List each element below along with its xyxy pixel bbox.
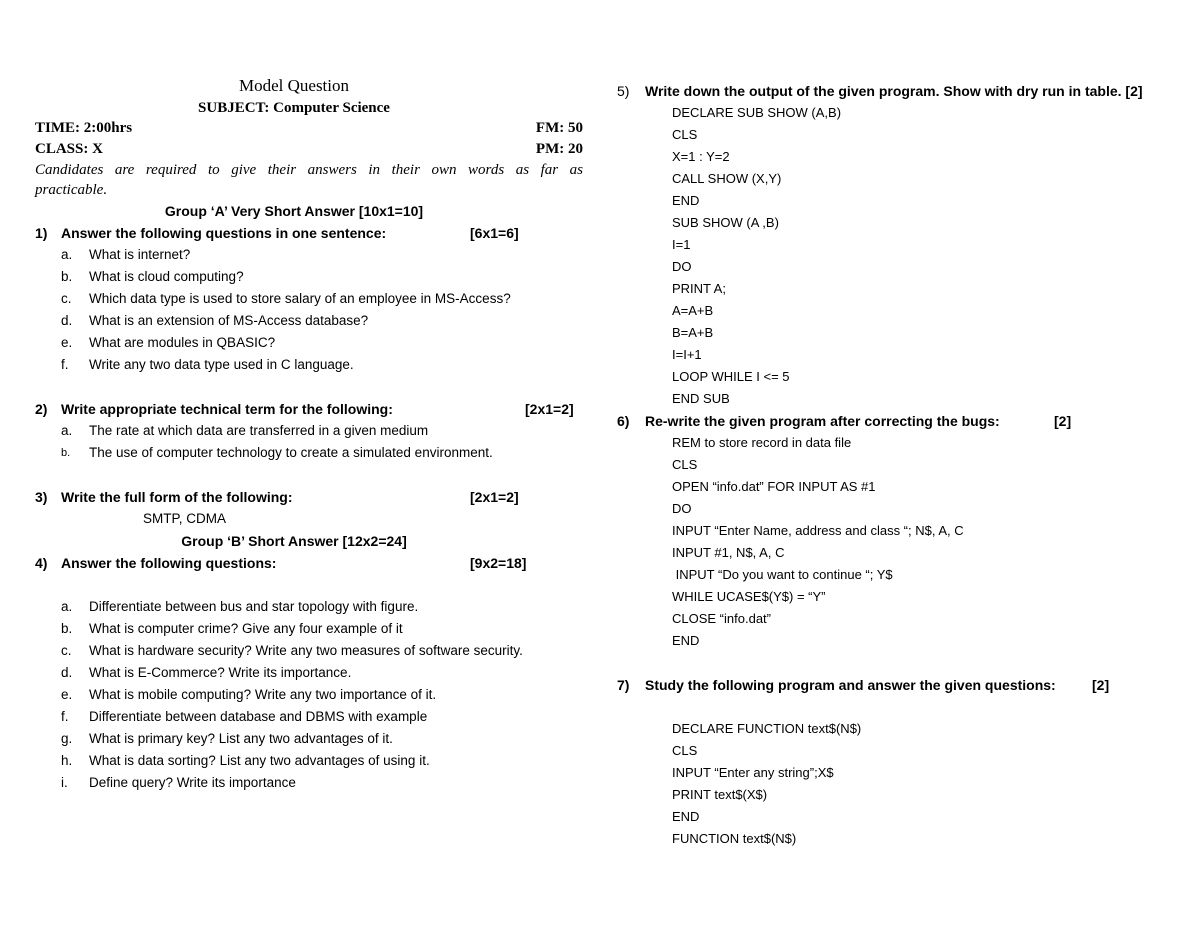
question-number: 1) [35, 225, 48, 241]
code-line: CLS [672, 743, 698, 758]
question-1 [35, 222, 583, 244]
code-line: CALL SHOW (X,Y) [672, 171, 782, 186]
list-item: b. The use of computer technology to create a simulated environment. [61, 445, 493, 460]
code-line: A=A+B [672, 303, 714, 318]
question-text: Answer the following questions: [61, 555, 277, 571]
code-line: DO [672, 259, 692, 274]
group-b-heading: Group ‘B’ Short Answer [12x2=24] [181, 533, 407, 549]
question-marks: [2x1=2] [525, 401, 574, 417]
code-line: END SUB [672, 391, 730, 406]
question-text: Write down the output of the given program. Show with dry run in table. [2] [645, 83, 1143, 99]
code-line: OPEN “info.dat” FOR INPUT AS #1 [672, 479, 876, 494]
meta-row-time [35, 118, 583, 139]
code-line: WHILE UCASE$(Y$) = “Y” [672, 589, 826, 604]
subject-line: SUBJECT: Computer Science [198, 100, 390, 116]
list-item: h. What is data sorting? List any two advantages of using it. [61, 753, 430, 768]
question-4-items [35, 596, 583, 794]
question-text: Answer the following questions in one sentence: [61, 225, 387, 241]
list-item: b. What is cloud computing? [61, 269, 244, 284]
question-2 [35, 398, 583, 420]
code-line: INPUT “Do you want to continue “; Y$ [672, 567, 893, 582]
list-item: b. What is computer crime? Give any four example of it [61, 621, 403, 636]
code-line: END [672, 633, 700, 648]
list-item: a. The rate at which data are transferred in a given medium [61, 423, 429, 438]
question-marks: [9x2=18] [470, 555, 527, 571]
question-marks: [2x1=2] [470, 489, 519, 505]
code-line: CLOSE “info.dat” [672, 611, 771, 626]
question-text: Write appropriate technical term for the following: [61, 401, 393, 417]
code-line: END [672, 193, 700, 208]
question-2-items [35, 420, 583, 464]
list-item: e. What are modules in QBASIC? [61, 335, 276, 350]
question-marks: [2] [1054, 413, 1072, 429]
list-item: f. Write any two data type used in C language. [61, 357, 354, 372]
code-line: SUB SHOW (A ,B) [672, 215, 779, 230]
question-7 [617, 674, 1187, 696]
question-number: 4) [35, 555, 48, 571]
question-number: 7) [617, 677, 630, 693]
code-line: I=I+1 [672, 347, 702, 362]
question-number: 3) [35, 489, 48, 505]
code-line: X=1 : Y=2 [672, 149, 730, 164]
question-text: Write the full form of the following: [61, 489, 293, 505]
list-item: g. What is primary key? List any two advantages of it. [61, 731, 393, 746]
list-item: e. What is mobile computing? Write any two importance of it. [61, 687, 437, 702]
question-marks: [6x1=6] [470, 225, 519, 241]
question-number: 5) [617, 83, 630, 99]
list-item: d. What is E-Commerce? Write its importance. [61, 665, 352, 680]
code-line: INPUT #1, N$, A, C [672, 545, 785, 560]
meta-row-class [35, 139, 583, 160]
code-line: B=A+B [672, 325, 714, 340]
code-line: DECLARE FUNCTION text$(N$) [672, 721, 862, 736]
question-6-code [617, 432, 1187, 652]
list-item: a. What is internet? [61, 247, 191, 262]
question-5-code [617, 102, 1187, 410]
code-line: LOOP WHILE I <= 5 [672, 369, 790, 384]
list-item: c. Which data type is used to store salary of an employee in MS-Access? [61, 291, 511, 306]
code-line: CLS [672, 127, 698, 142]
full-marks: FM: 50 [535, 120, 583, 136]
list-item: f. Differentiate between database and DBMS with example [61, 709, 428, 724]
page-title: Model Question [238, 76, 350, 95]
question-6 [617, 410, 1187, 432]
code-line: PRINT A; [672, 281, 726, 296]
list-item: i. Define query? Write its importance [61, 775, 296, 790]
question-7-code [617, 718, 1187, 850]
code-line: CLS [672, 457, 698, 472]
question-number: 6) [617, 413, 630, 429]
list-item: a. Differentiate between bus and star topology with figure. [61, 599, 419, 614]
question-marks: [2] [1092, 677, 1110, 693]
question-3-terms: SMTP, CDMA [143, 511, 227, 526]
code-line: END [672, 809, 700, 824]
question-3 [35, 486, 583, 508]
code-line: DO [672, 501, 692, 516]
question-text: Re-write the given program after correcting the bugs: [645, 413, 1000, 429]
group-a-heading: Group ‘A’ Very Short Answer [10x1=10] [164, 203, 424, 219]
code-line: INPUT “Enter any string”;X$ [672, 765, 834, 780]
pass-marks: PM: 20 [535, 141, 583, 157]
left-column [35, 74, 583, 794]
code-line: FUNCTION text$(N$) [672, 831, 797, 846]
right-column [617, 80, 1187, 850]
list-item: c. What is hardware security? Write any two measures of software security. [61, 643, 523, 658]
class-label: CLASS: X [35, 141, 103, 157]
code-line: I=1 [672, 237, 691, 252]
question-text: Study the following program and answer the given questions: [645, 677, 1056, 693]
time-label: TIME: 2:00hrs [35, 120, 133, 136]
list-item: d. What is an extension of MS-Access database? [61, 313, 369, 328]
question-number: 2) [35, 401, 48, 417]
code-line: REM to store record in data file [672, 435, 852, 450]
question-4 [35, 552, 583, 574]
question-1-items [35, 244, 583, 376]
instructions: Candidates are required to give their answers in their own words as far as practicable. [35, 162, 583, 198]
question-5 [617, 80, 1187, 102]
code-line: INPUT “Enter Name, address and class “; N$, A, C [672, 523, 964, 538]
code-line: DECLARE SUB SHOW (A,B) [672, 105, 842, 120]
code-line: PRINT text$(X$) [672, 787, 768, 802]
